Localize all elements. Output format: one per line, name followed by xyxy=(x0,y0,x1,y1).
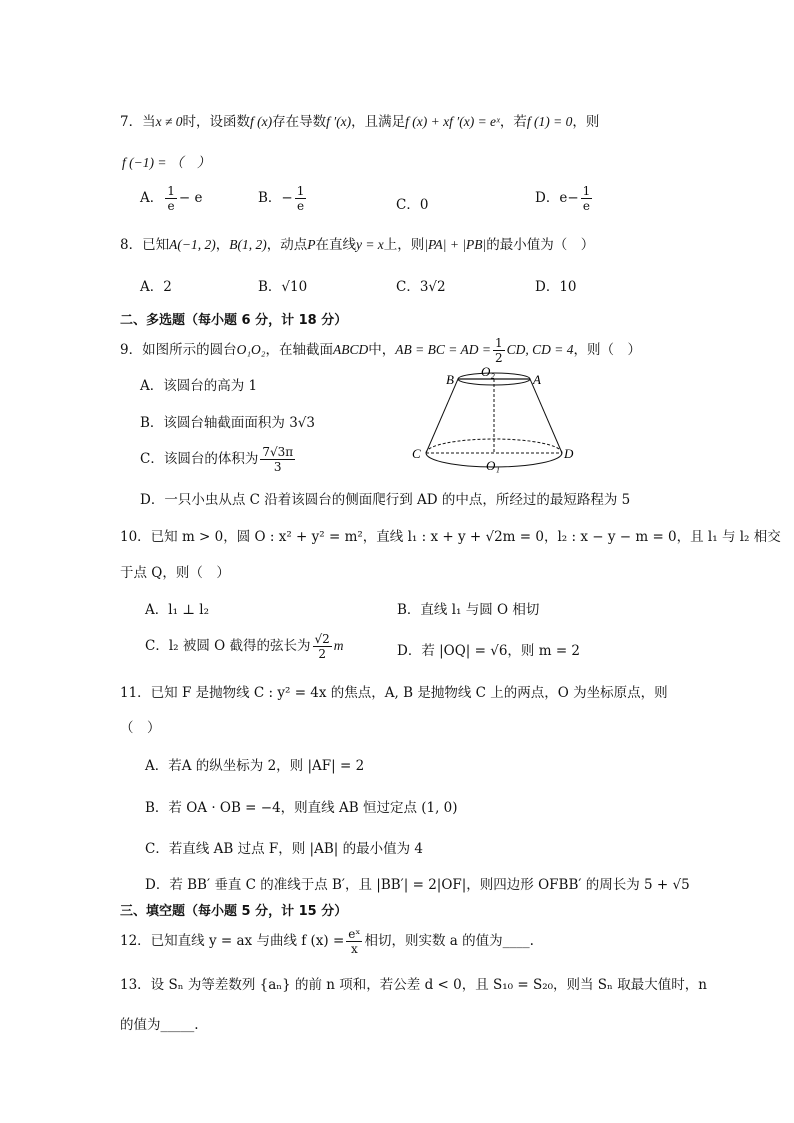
option-label: A． xyxy=(140,279,164,295)
option-prefix: e− xyxy=(559,190,579,206)
q9-option-d[interactable]: D．一只小虫从点 C 沿着该圆台的侧面爬行到 AD 的中点，所经过的最短路程为 5 xyxy=(140,492,631,508)
q8-text: ，动点 xyxy=(266,237,308,253)
q8-text: 上，则 xyxy=(383,237,425,253)
q8-expression: |PA| + |PB| xyxy=(424,237,487,252)
q11-stem-line2: （ ） xyxy=(120,720,161,736)
label-d: D xyxy=(564,446,574,461)
fraction-numerator: 1 xyxy=(494,336,503,350)
fraction xyxy=(346,928,362,955)
option-text: C．l₂ 被圆 O 截得的弦长为 xyxy=(145,638,311,654)
q7-condition: x ≠ 0 xyxy=(155,114,183,129)
q7-text: 时，设函数 xyxy=(182,114,250,130)
q11-option-c[interactable]: C．若直线 AB 过点 F，则 |AB| 的最小值为 4 xyxy=(145,841,423,857)
q8-option-c[interactable] xyxy=(396,275,446,295)
q10-option-c[interactable] xyxy=(145,633,344,660)
q8-option-b[interactable] xyxy=(258,275,307,295)
fraction-denominator: 2 xyxy=(318,647,326,661)
fraction-numerator: √2 xyxy=(314,632,330,646)
q7-derivative: f ′(x) xyxy=(326,114,352,129)
q8-text: 的最小值为（ ） xyxy=(486,237,595,253)
q8-option-a[interactable] xyxy=(140,275,172,295)
q12-text: 12．已知直线 y = ax 与曲线 f (x) = xyxy=(120,933,345,949)
fraction xyxy=(260,446,295,473)
label-b: B xyxy=(446,372,454,387)
q9-option-b[interactable]: B．该圆台轴截面面积为 3√3 xyxy=(140,415,315,431)
fraction-denominator: e xyxy=(582,199,591,213)
frustum-figure xyxy=(410,362,580,482)
q9-option-a[interactable]: A．该圆台的高为 1 xyxy=(140,378,258,394)
q11-option-a[interactable]: A．若A 的纵坐标为 2，则 |AF| = 2 xyxy=(145,758,365,774)
label-a: A xyxy=(533,372,541,387)
fraction-denominator: e xyxy=(167,199,175,213)
q7-option-d[interactable] xyxy=(535,185,594,212)
q9-text: ，在轴截面 xyxy=(265,342,333,358)
q8-stem xyxy=(120,233,594,253)
q8-point-a: A(−1, 2) xyxy=(169,237,216,252)
q9-number: 9．如图所示的圆台 xyxy=(120,342,237,358)
option-label: B． xyxy=(258,279,282,295)
fraction xyxy=(165,185,177,212)
option-text: C．该圆台的体积为 xyxy=(140,451,259,467)
option-value: 10 xyxy=(559,279,577,295)
q7-function: f (x) xyxy=(250,114,273,129)
option-tail: m xyxy=(333,638,344,653)
q12-stem xyxy=(120,928,534,955)
q10-option-b[interactable]: B．直线 l₁ 与圆 O 相切 xyxy=(397,602,540,618)
q7-text: ，且满足 xyxy=(351,114,406,130)
q8-line: y = x xyxy=(355,237,384,252)
q9-text: 中， xyxy=(368,342,396,358)
option-label: C． xyxy=(396,279,420,295)
q10-stem-line2: 于点 Q，则（ ） xyxy=(120,565,230,581)
fraction-denominator: 3 xyxy=(273,460,282,474)
q7-options xyxy=(140,185,700,225)
q7-text: ，则 xyxy=(572,114,600,130)
fraction xyxy=(581,185,593,212)
q7-ask: f (−1) = （ ） xyxy=(122,155,211,170)
q8-options xyxy=(140,275,700,295)
q11-option-d[interactable]: D．若 BB′ 垂直 C 的准线于点 B′，且 |BB′| = 2|OF|，则四边形 OFBB′ 的周长为 5 + √5 xyxy=(145,877,690,893)
fraction-denominator: 2 xyxy=(494,351,503,365)
label-c: C xyxy=(412,446,421,461)
q13-answer-blank[interactable]: _____. xyxy=(160,1017,199,1033)
q13-stem-line1: 13．设 Sₙ 为等差数列 {aₙ} 的前 n 项和，若公差 d < 0，且 S₁₀ = S₂₀，则当 Sₙ 取最大值时，n xyxy=(120,977,707,993)
q10-option-a[interactable]: A．l₁ ⊥ l₂ xyxy=(145,602,209,618)
q10-stem-line1: 10．已知 m > 0，圆 O : x² + y² = m²，直线 l₁ : x + y + √2m = 0，l₂ : x − y − m = 0，且 l₁ 与 l₂ 相交 xyxy=(120,529,781,545)
option-label: D． xyxy=(535,279,560,295)
fraction-denominator: x xyxy=(350,942,358,956)
q9-relation: CD, CD = 4 xyxy=(506,342,574,357)
q7-text: 存在导数 xyxy=(272,114,327,130)
q9-stem xyxy=(120,337,641,364)
fraction-numerator: 7√3π xyxy=(262,445,294,459)
q8-point-b: B(1, 2) xyxy=(229,237,267,252)
q11-stem-line1: 11．已知 F 是抛物线 C : y² = 4x 的焦点，A, B 是抛物线 C 上的两点，O 为坐标原点，则 xyxy=(120,685,668,701)
q7-option-b[interactable] xyxy=(258,185,308,212)
q7-given: f (1) = 0 xyxy=(526,114,573,129)
label-o2: O₂ xyxy=(481,364,495,379)
q11-option-b[interactable]: B．若 OA · OB = −4，则直线 AB 恒过定点 (1, 0) xyxy=(145,800,458,816)
q8-point-p: P xyxy=(307,237,316,252)
option-value: 0 xyxy=(419,197,429,213)
q9-option-c[interactable] xyxy=(140,446,297,473)
option-value: 2 xyxy=(163,279,172,295)
label-o1: O₁ xyxy=(486,458,500,473)
fraction-numerator: eˣ xyxy=(348,927,361,941)
q8-number: 8．已知 xyxy=(120,237,170,253)
q8-text: 在直线 xyxy=(315,237,356,253)
fraction-numerator: 1 xyxy=(167,184,175,198)
fraction xyxy=(295,185,307,212)
fraction-denominator: e xyxy=(297,199,305,213)
option-tail: − e xyxy=(178,190,203,206)
q7-option-c[interactable] xyxy=(396,193,428,213)
q9-frustum-name: O₁O₂ xyxy=(236,342,266,357)
q8-option-d[interactable] xyxy=(535,275,577,295)
q7-equation: f (x) + xf ′(x) = eˣ xyxy=(405,114,500,129)
q7-stem-line1 xyxy=(120,110,599,130)
fraction xyxy=(313,633,332,660)
q10-option-d[interactable]: D．若 |OQ| = √6，则 m = 2 xyxy=(397,643,581,659)
q12-answer-blank[interactable]: ____. xyxy=(502,933,534,949)
option-sign: − xyxy=(281,190,293,206)
q13-text: 的值为 xyxy=(120,1017,161,1033)
q13-stem-line2 xyxy=(120,1013,199,1033)
q12-text: 相切，则实数 a 的值为 xyxy=(364,933,503,949)
option-value: 3√2 xyxy=(419,279,446,295)
fraction-numerator: 1 xyxy=(582,184,591,198)
fraction xyxy=(493,337,505,364)
option-value: √10 xyxy=(281,279,308,295)
option-label: C． xyxy=(396,197,420,213)
section-heading-fill-in: 三、填空题（每小题 5 分，计 15 分） xyxy=(120,904,348,919)
option-label: B． xyxy=(258,190,282,206)
option-label: D． xyxy=(535,190,560,206)
option-label: A． xyxy=(140,190,164,206)
fraction-numerator: 1 xyxy=(296,184,305,198)
q7-option-a[interactable] xyxy=(140,185,202,212)
q9-section-name: ABCD xyxy=(332,342,369,357)
section-heading-multiple-choice: 二、多选题（每小题 6 分，计 18 分） xyxy=(120,313,348,328)
q7-number: 7．当 xyxy=(120,114,156,130)
q8-separator: ， xyxy=(215,237,230,253)
q9-relation: AB = BC = AD = xyxy=(395,342,491,357)
q7-text: ，若 xyxy=(499,114,527,130)
q9-text: ，则（ ） xyxy=(573,342,641,358)
